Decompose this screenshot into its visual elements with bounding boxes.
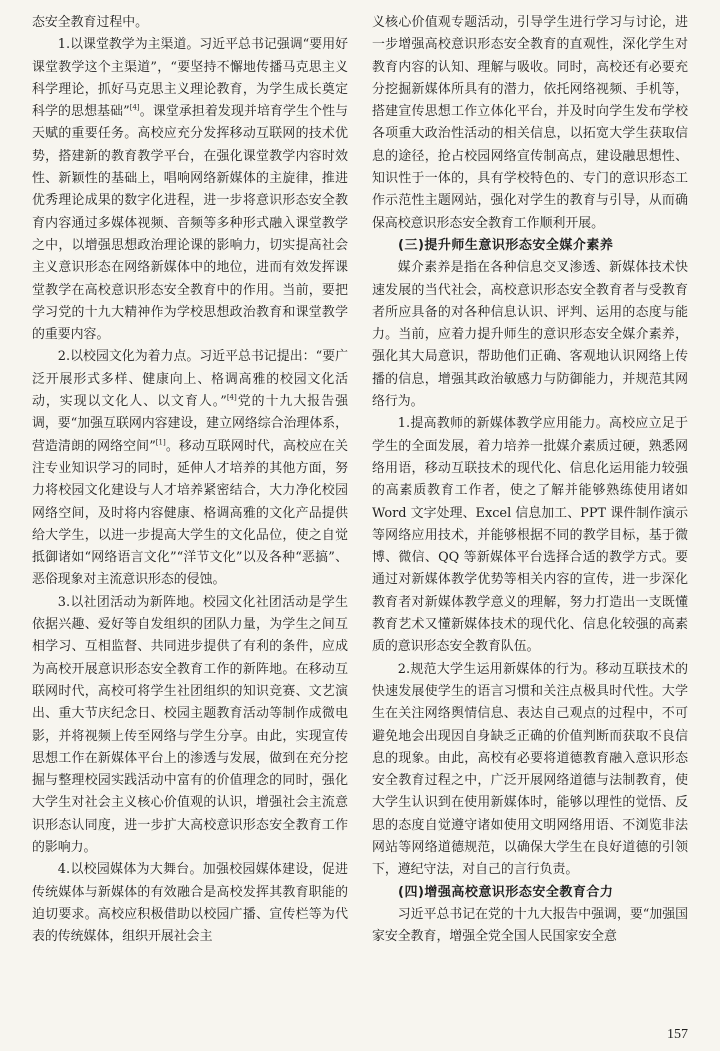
paragraph-text: 媒介素养是指在各种信息交叉渗透、新媒体技术快速发展的当代社会，高校意识形态安全教育者与受教育者所应具备的对各种信息认识、评判、运用的态度与能力。当前，应着力提升师生的意识形态安全媒介素养，强化其大局意识，帮助他们正确、客观地认识网络上传播的信息，增强其政治敏感力与防御能力，并规范其网络行为。: [372, 260, 688, 410]
paragraph-text: 党的十九大报告强调，要“加强互联网内容建设，建立网络综合治理体系，营造清朗的网络空间”: [32, 394, 348, 454]
section-heading: [372, 235, 688, 257]
paragraph: [372, 257, 688, 413]
paragraph-text: 。课堂承担着发现并培育学生个性与天赋的重要任务。高校应充分发挥移动互联网的技术优势，搭建新的教育教学平台，在强化课堂教学内容时效性、新颖性的基础上，唱响网络新媒体的主旋律，推进优秀理论成果的数字化进程，进一步将意识形态安全教育内容通过多媒体视频、音频等多种形式融入课堂教学之中，以增强思想政治理论课的影响力，切实提高社会主义意识形态在网络新媒体中的地位，进而有效发挥课堂教学在高校意识形态安全教育中的作用。当前，要把学习党的十九大精神作为学校思想政治教育和课堂教学的重要内容。: [32, 104, 349, 343]
paragraph-text: 3.以社团活动为新阵地。校园文化社团活动是学生依据兴趣、爱好等自发组织的团队力量，为学生之间互相学习、互相监督、共同进步提供了有利的条件，应成为高校开展意识形态安全教育工作的新阵地。在移动互联网时代，高校可将学生社团组织的知识竞赛、文艺演出、重大节庆纪念日、校园主题教育活动等制作成微电影，并将视频上传至网络与学生分享。由此，实现宣传思想工作在新媒体平台上的渗透与发展，做到在充分挖掘与整理校园实践活动中富有的价值理念的同时，强化大学生对社会主义核心价值观的认识，增强社会主流意识形态认同度，进一步扩大高校意识形态安全教育工作的影响力。: [32, 594, 348, 855]
paragraph: [32, 346, 348, 591]
right-column: [372, 12, 688, 948]
paragraph: [32, 34, 348, 346]
paragraph: [372, 12, 688, 235]
citation-marker: [4]: [226, 393, 237, 402]
left-column: [32, 12, 348, 948]
body-columns: [32, 12, 688, 948]
paragraph-text: 态安全教育过程中。: [32, 15, 149, 30]
citation-marker: [4]: [129, 103, 140, 112]
paragraph-text: 。移动互联网时代，高校应在关注专业知识学习的同时，延伸人才培养的其他方面，努力将校园文化建设与人才培养紧密结合，大力净化校园网络空间，及时将内容健康、格调高雅的文化产品提供给大学生，以进一步提高大学生的文化品位，使之自觉抵御诸如“网络语言文化”“洋节文化”以及各种“恶搞”、恶俗现象对主流意识形态的侵蚀。: [32, 438, 348, 588]
paragraph-text: 习近平总书记在党的十九大报告中强调，要“加强国家安全教育，增强全党全国人民国家安全意: [372, 906, 688, 945]
paragraph: [372, 413, 688, 658]
paragraph-text: (三)提升师生意识形态安全媒介素养: [398, 237, 614, 253]
paragraph: [32, 859, 348, 948]
section-heading: [372, 882, 688, 904]
page-number: 157: [667, 1027, 688, 1042]
paragraph: [32, 12, 348, 34]
citation-marker: [1]: [155, 438, 166, 447]
paragraph: [32, 592, 348, 860]
paragraph: [372, 659, 688, 882]
paragraph-text: 1.以课堂教学为主渠道。习近平总书记强调“要用好课堂教学这个主渠道”，“要坚持不懈地传播马克思主义科学理论，抓好马克思主义理论教育，为学生成长奠定科学的思想基础”: [32, 37, 348, 120]
paragraph-text: 1.提高教师的新媒体教学应用能力。高校应立足于学生的全面发展，着力培养一批媒介素质过硬，熟悉网络用语，移动互联技术的现代化、信息化运用能力较强的高素质教育工作者，使之了解并能够熟练使用诸如 Word 文字处理、Excel 信息加工、PPT 课件制作演示等网络应用技术，并能够根据不同的教学目标，基于微博、微信、QQ 等新媒体平台选择合适的教学方式。要通过对新媒体教学优势等相关内容的宣传，进一步深化教育者对新媒体教学意义的理解，努力打造出一支既懂教育艺术又懂新媒体技术的现代化、信息化较强的高素质的意识形态安全教育队伍。: [372, 416, 688, 655]
paragraph-text: 2.规范大学生运用新媒体的行为。移动互联技术的快速发展使学生的语言习惯和关注点极具时代性。大学生在关注网络舆情信息、表达自己观点的过程中，不可避免地会出现因自身缺乏正确的价值判断而获取不良信息的现象。由此，高校有必要将道德教育融入意识形态安全教育过程之中，广泛开展网络道德与法制教育，使大学生认识到在使用新媒体时，能够以理性的觉悟、反思的态度自觉遵守诸如使用文明网络用语、不浏览非法网站等网络道德规范，以确保大学生在良好道德的引领下，遵纪守法，对自己的言行负责。: [372, 661, 688, 878]
paragraph: [372, 904, 688, 949]
paragraph-text: 义核心价值观专题活动，引导学生进行学习与讨论，进一步增强高校意识形态安全教育的直观性，深化学生对教育内容的认知、理解与吸收。同时，高校还有必要充分挖掘新媒体所具有的潜力，依托网络视频、手机等，搭建宣传思想工作立体化平台，并及时向学生发布学校各项重大政治性活动的相关信息，以拓宽大学生获取信息的途径，抢占校园网络宣传制高点，建设融思想性、知识性于一体的，具有学校特色的、专门的意识形态工作示范性主题网站，强化对学生的教育与引导，从而确保高校意识形态安全教育工作顺利开展。: [372, 15, 688, 231]
paragraph-text: (四)增强高校意识形态安全教育合力: [398, 884, 614, 900]
paragraph-text: 2.以校园文化为着力点。习近平总书记提出：“要广泛开展形式多样、健康向上、格调高雅的校园文化活动，实现以文化人、以文育人。”: [32, 349, 348, 410]
paragraph-text: 4.以校园媒体为大舞台。加强校园媒体建设，促进传统媒体与新媒体的有效融合是高校发挥其教育职能的迫切要求。高校应积极借助以校园广播、宣传栏等为代表的传统媒体，组织开展社会主: [32, 862, 348, 945]
